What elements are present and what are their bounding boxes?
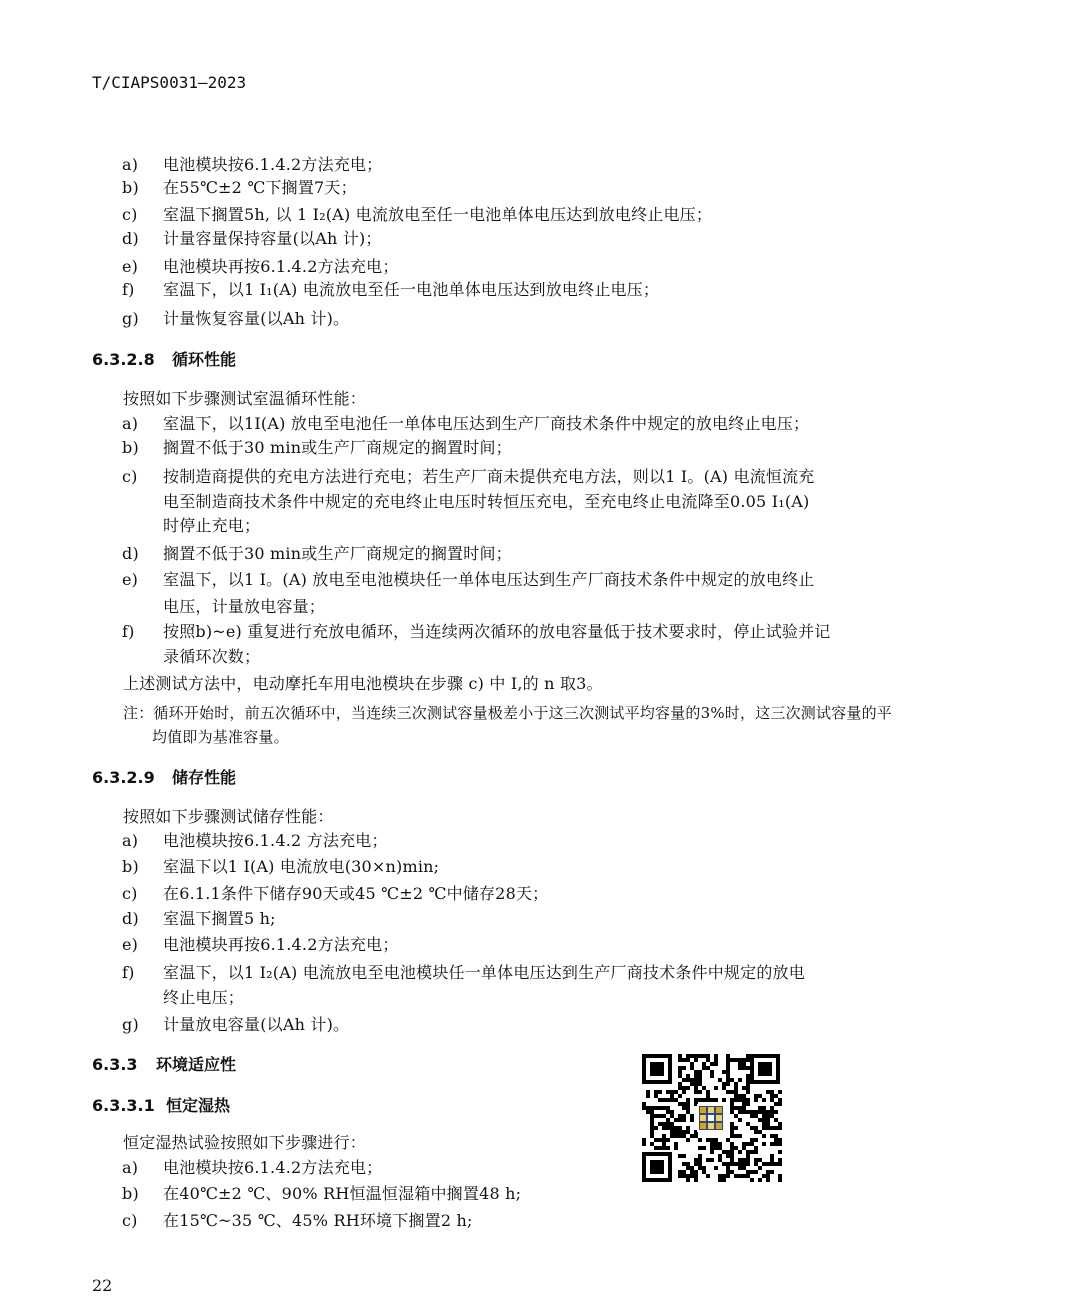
section-heading-6-3-2-9: 6.3.2.9 储存性能 bbox=[92, 768, 237, 787]
document-page: T/CIAPS0031—2023 a) 电池模块按6.1.4.2方法充电； b) 在55℃±2 ℃下搁置7天； c) 室温下搁置5h, 以 1 I₂(A) 电流放电至任一电池单体电压达到放电终止电压； d) 计量容量保持容量(以Ah 计)； e) 电池模块再按6.1.4.2方法充电； f) 室温下，以1 I₁(A) 电流放电至任一电池单体电压达到放电终止电压； g) 计量恢复容量(以Ah 计)。 6.3.2.8 循环性能 按照如下步骤测试室温循环性能： a) 室温下，以1I(A) 放电至电池任一单体电压达到生产厂商技术条件中规定的放电终止电压； b) 搁置不低于30 min或生产厂商规定的搁置时间； c) 按制造商提供的充电方法进行充电；若生产厂商未提供充电方法，则以1 I。(A) 电流恒流充 电至制造商技术条件中规定的充电终止电压时转恒压充电，至充电终止电流降至0.05 I₁(A) 时停止充电； d) 搁置不低于30 min或生产厂商规定的搁置时间； e) 室温下，以1 I。(A) 放电至电池模块任一单体电压达到生产厂商技术条件中规定的放电终止 电压，计量放电容量； f) 按照b)~e) 重复进行充放电循环，当连续两次循环的放电容量低于技术要求时，停止试验并记 录循环次数； 上述测试方法中，电动摩托车用电池模块在步骤 c) 中 I,的 n 取3。 注：循环开始时，前五次循环中，当连续三次测试容量极差小于这三次测试平均容量的3%时，这三次测试容量的平 均值即为基准容量。 6.3.2.9 储存性能 按照如下步骤测试储存性能： a) 电池模块按6.1.4.2 方法充电； b) 室温下以1 I(A) 电流放电(30×n)min; c) 在6.1.1条件下储存90天或45 ℃±2 ℃中储存28天； d) 室温下搁置5 h; e) 电池模块再按6.1.4.2方法充电； f) 室温下，以1 I₂(A) 电流放电至电池模块任一单体电压达到生产厂商技术条件中规定的放电 终止电压； g) 计量放电容量(以Ah 计)。 6.3.3 环境适应性 6.3.3.1 恒定湿热 恒定湿热试验按照如下步骤进行： a) 电池模块按6.1.4.2方法充电； b) 在40℃±2 ℃、90% RH恒温恒湿箱中搁置48 h; c) 在15℃~35 ℃、45% RH环境下搁置2 h; 22 bbox=[92, 73, 893, 1295]
qr-finder-top-left bbox=[642, 1054, 672, 1084]
qr-code-icon[interactable] bbox=[640, 1052, 782, 1184]
qr-finder-top-right bbox=[750, 1054, 780, 1084]
section-intro: 按照如下步骤测试室温循环性能： bbox=[123, 389, 367, 408]
section-intro: 恒定湿热试验按照如下步骤进行： bbox=[123, 1133, 367, 1152]
section-intro: 按照如下步骤测试储存性能： bbox=[123, 807, 334, 826]
qr-finder-bottom-left bbox=[642, 1152, 672, 1182]
section-heading-6-3-2-8: 6.3.2.8 循环性能 bbox=[92, 350, 237, 369]
page-number: 22 bbox=[92, 1276, 113, 1295]
section-heading-6-3-3-1: 6.3.3.1 恒定湿热 bbox=[92, 1096, 231, 1115]
qr-center-logo bbox=[697, 1104, 725, 1132]
section-heading-6-3-3: 6.3.3 环境适应性 bbox=[92, 1055, 237, 1074]
document-code: T/CIAPS0031—2023 bbox=[92, 73, 247, 92]
paragraph: 上述测试方法中，电动摩托车用电池模块在步骤 c) 中 I,的 n 取3。 bbox=[123, 674, 603, 693]
